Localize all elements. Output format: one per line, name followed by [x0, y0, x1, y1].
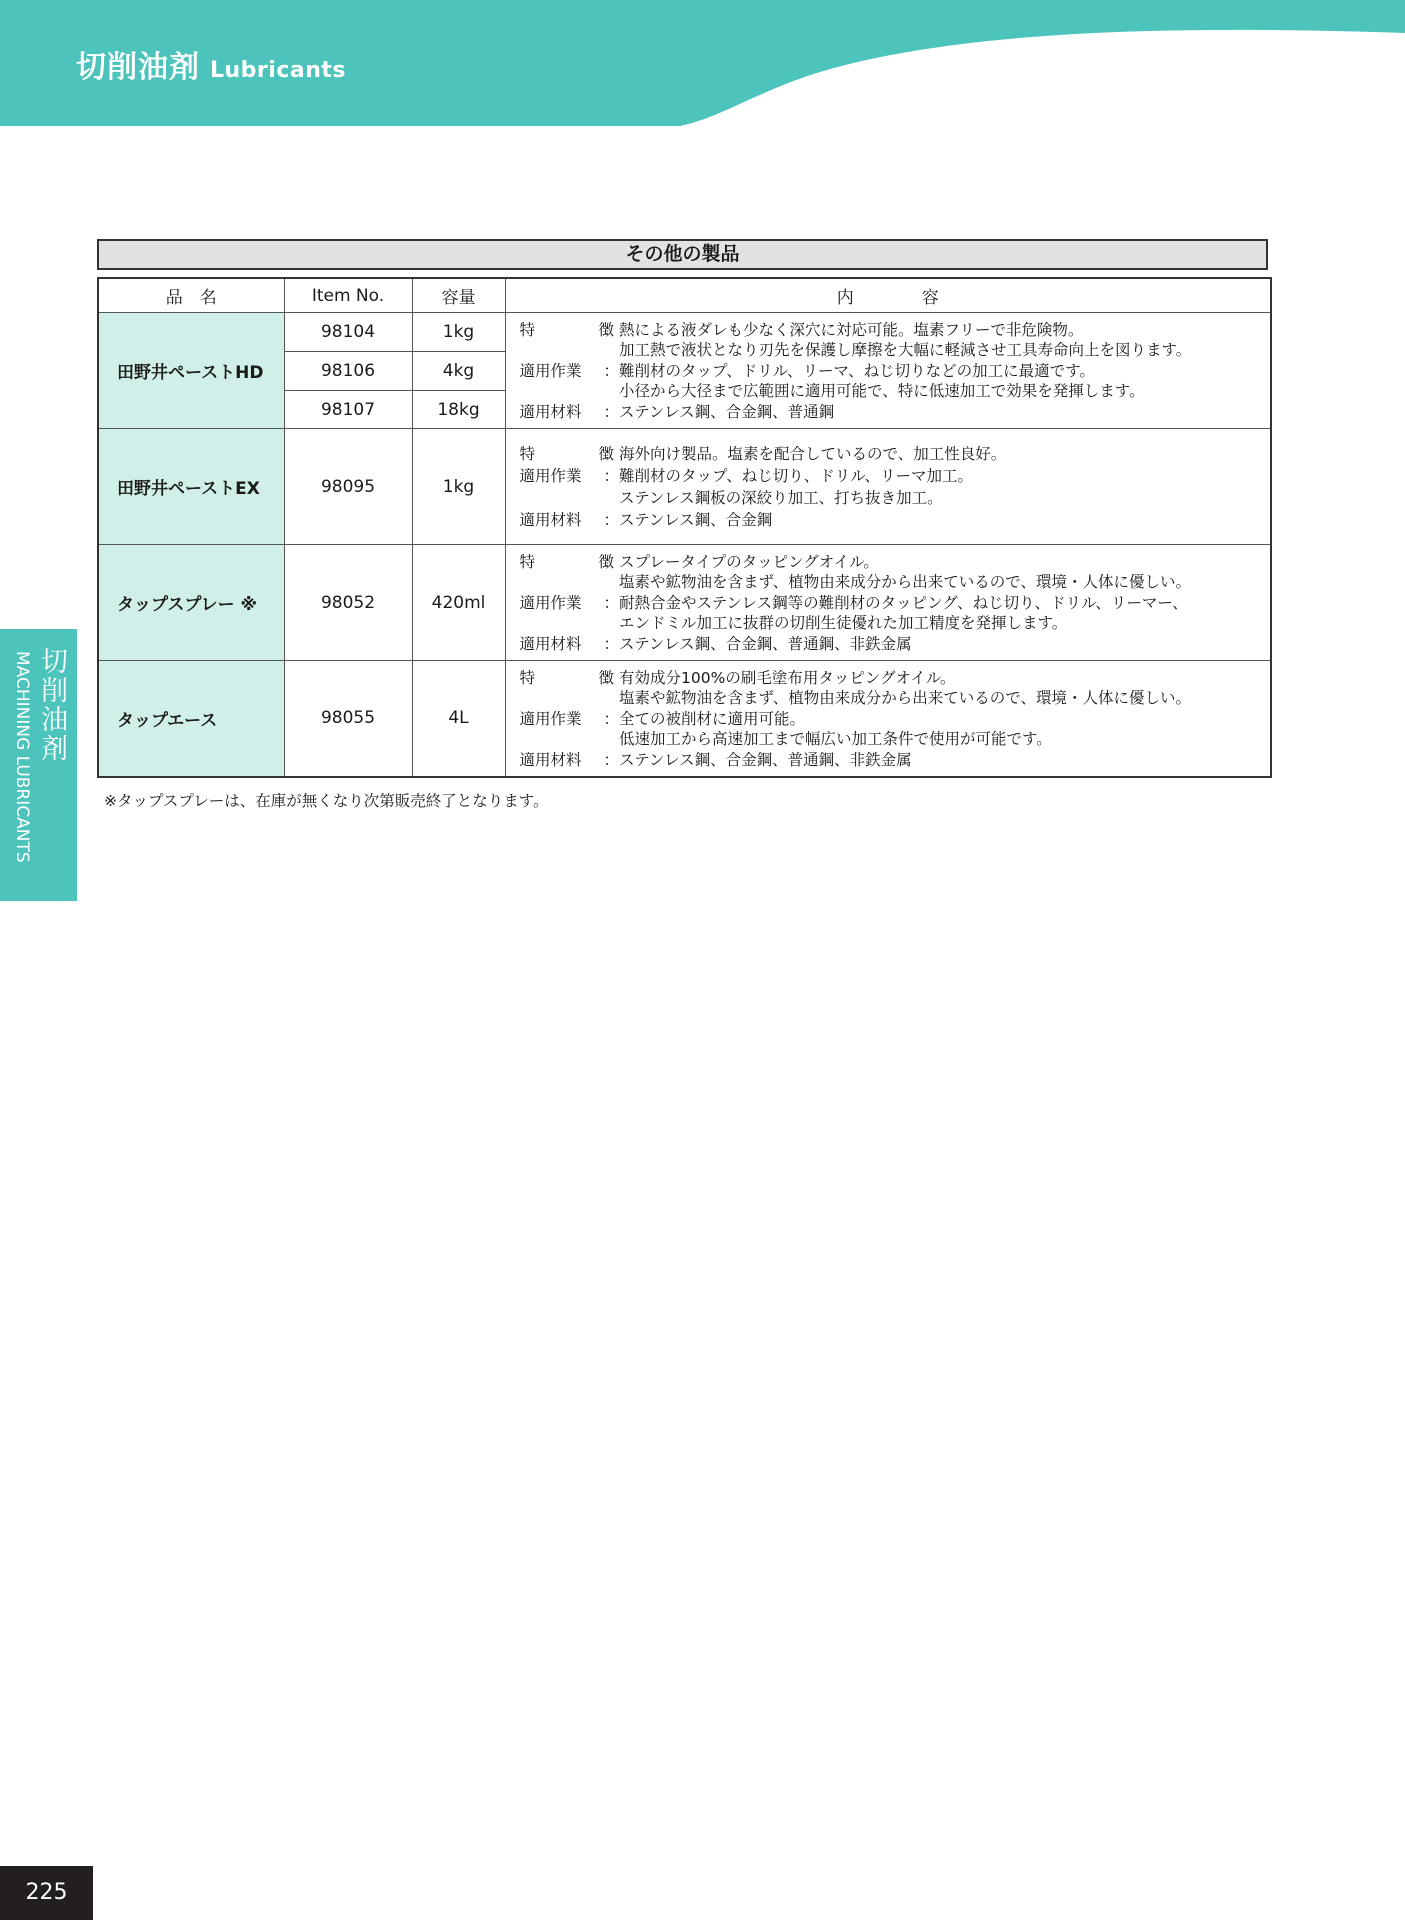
desc-label: 特 徴: [519, 320, 639, 339]
footnote: ※タップスプレーは、在庫が無くなり次第販売終了となります。: [104, 792, 549, 810]
desc-label: 特 徴: [519, 668, 639, 687]
desc-text: 小径から大径まで広範囲に適用可能で、特に低速加工で効果を発揮します。: [603, 382, 1145, 401]
desc-text: ：全ての被削材に適用可能。: [603, 709, 806, 728]
desc-text: ：ステンレス鋼、合金鋼、普通鋼、非鉄金属: [603, 750, 912, 769]
desc-text: ステンレス鋼板の深絞り加工、打ち抜き加工。: [603, 489, 943, 507]
section-title: その他の製品: [97, 239, 1268, 270]
desc-text: ：耐熱合金やステンレス鋼等の難削材のタッピング、ねじ切り、ドリル、リーマー、: [603, 593, 1188, 612]
desc-text: 加工熱で液状となり刃先を保護し摩擦を大幅に軽減させ工具寿命向上を図ります。: [603, 341, 1192, 360]
desc-text: 塩素や鉱物油を含まず、植物由来成分から出来ているので、環境・人体に優しい。: [603, 689, 1191, 707]
side-tab-label-jp: 切削油剤: [36, 647, 67, 763]
product-description: [505, 313, 1271, 429]
desc-label: [520, 688, 604, 709]
desc-text: ：スプレータイプのタッピングオイル。: [603, 552, 879, 571]
desc-text: ：有効成分100%の刷毛塗布用タッピングオイル。: [603, 668, 956, 687]
desc-label: 適用材料: [519, 511, 582, 529]
capacity: 18kg: [412, 391, 505, 429]
desc-label: 適用作業: [519, 709, 582, 728]
col-header-content: 内 容: [505, 278, 1271, 313]
table-row: [98, 545, 1271, 661]
item-number: 98055: [284, 661, 412, 777]
table-header-row: [98, 278, 1271, 313]
desc-label: 適用材料: [519, 750, 582, 769]
product-description: [505, 545, 1271, 661]
page-number: 225: [0, 1866, 93, 1920]
header-title-en: Lubricants: [210, 58, 346, 83]
capacity: 1kg: [412, 313, 505, 352]
desc-label: [520, 340, 604, 361]
capacity: 420ml: [412, 545, 505, 661]
item-number: 98052: [284, 545, 412, 661]
desc-text: 低速加工から高速加工まで幅広い加工条件で使用が可能です。: [603, 730, 1052, 748]
desc-label: 適用作業: [519, 361, 582, 380]
desc-text: ：ステンレス鋼、合金鋼: [603, 511, 773, 529]
desc-label: [520, 613, 604, 634]
side-section-tab[interactable]: [0, 629, 77, 901]
desc-text: ：ステンレス鋼、合金鋼、普通鋼: [603, 402, 835, 421]
col-header-capacity: 容量: [412, 278, 505, 313]
desc-text: ：ステンレス鋼、合金鋼、普通鋼、非鉄金属: [603, 634, 912, 653]
desc-label: 適用作業: [519, 593, 582, 612]
desc-text: エンドミル加工に抜群の切削生徒優れた加工精度を発揮します。: [603, 614, 1068, 633]
capacity: 1kg: [412, 429, 505, 545]
desc-label: 特 徴: [519, 445, 639, 463]
page-header-title: [76, 42, 346, 86]
desc-text: ：海外向け製品。塩素を配合しているので、加工性良好。: [603, 445, 1007, 463]
desc-label: 適用作業: [519, 467, 582, 485]
col-header-item-no: Item No.: [284, 278, 412, 313]
desc-label: [520, 729, 604, 750]
item-number: 98107: [284, 391, 412, 429]
desc-label: [520, 572, 604, 593]
product-name: 田野井ペーストHD: [98, 313, 284, 429]
table-row: [98, 661, 1271, 777]
desc-label: [520, 381, 604, 402]
item-number: 98104: [284, 313, 412, 352]
product-table: [97, 277, 1272, 778]
product-name: 田野井ペーストEX: [98, 429, 284, 545]
desc-text: ：熱による液ダレも少なく深穴に対応可能。塩素フリーで非危険物。: [603, 320, 1084, 339]
product-description: [505, 661, 1271, 777]
desc-label: 特 徴: [519, 552, 639, 571]
item-number: 98106: [284, 352, 412, 391]
desc-label: 適用材料: [519, 634, 582, 653]
desc-text: ：難削材のタップ、ドリル、リーマ、ねじ切りなどの加工に最適です。: [603, 361, 1095, 380]
capacity: 4L: [412, 661, 505, 777]
desc-text: ：難削材のタップ、ねじ切り、ドリル、リーマ加工。: [603, 467, 974, 485]
product-name: タップエース: [98, 661, 284, 777]
product-description: [505, 429, 1271, 545]
item-number: 98095: [284, 429, 412, 545]
desc-label: 適用材料: [519, 402, 582, 421]
side-tab-label-en: MACHINING LUBRICANTS: [12, 651, 32, 863]
desc-text: 塩素や鉱物油を含まず、植物由来成分から出来ているので、環境・人体に優しい。: [603, 573, 1191, 592]
table-row: [98, 313, 1271, 352]
table-row: [98, 429, 1271, 545]
col-header-name: 品 名: [98, 278, 284, 313]
product-name: タップスプレー ※: [98, 545, 284, 661]
desc-label: [520, 487, 604, 509]
capacity: 4kg: [412, 352, 505, 391]
header-title-jp: 切削油剤: [76, 50, 200, 85]
